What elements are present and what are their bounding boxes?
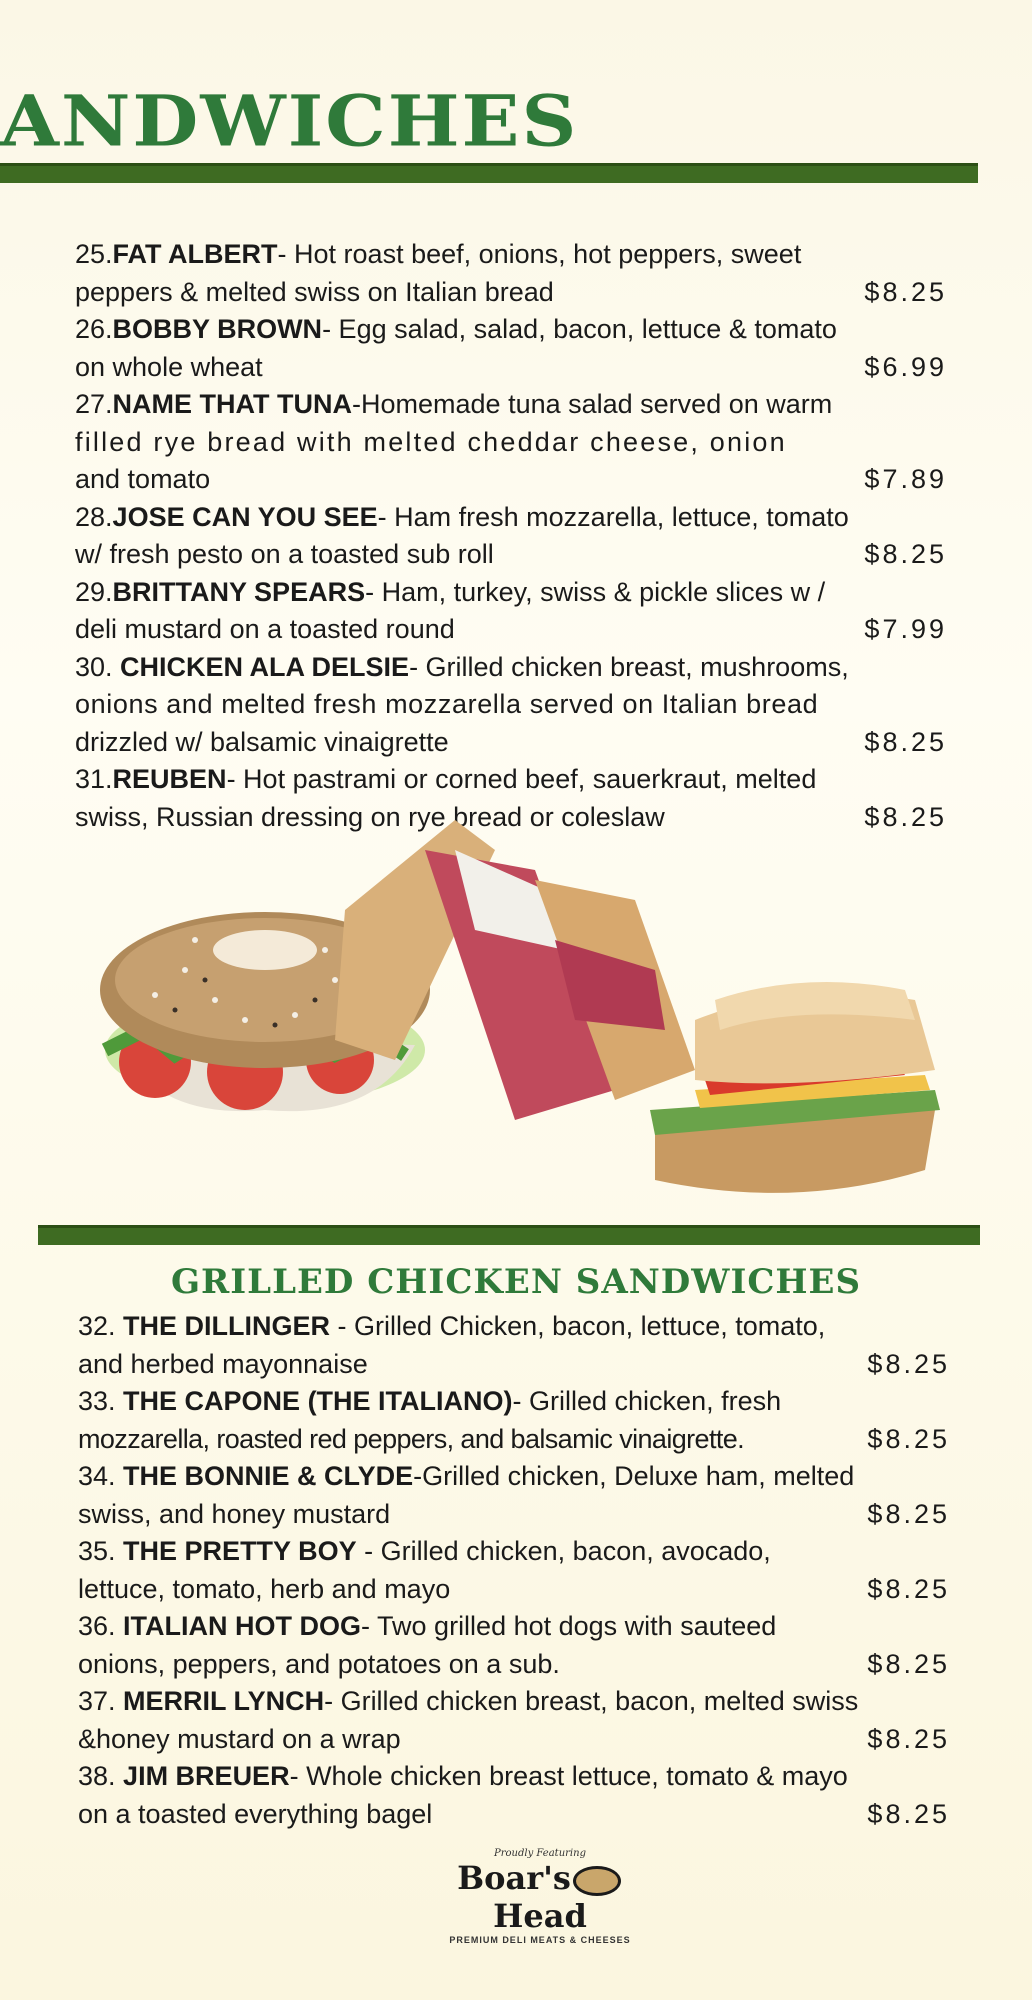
item-name: NAME THAT TUNA xyxy=(112,389,353,419)
item-price: $8.25 xyxy=(867,1573,950,1604)
logo-featuring: Proudly Featuring xyxy=(494,1848,586,1859)
menu-item-34 xyxy=(78,1458,950,1533)
item-price: $8.25 xyxy=(867,1723,950,1754)
divider-middle xyxy=(38,1225,980,1245)
item-description-cont: deli mustard on a toasted round xyxy=(75,614,455,644)
item-price: $8.25 xyxy=(864,726,947,757)
item-price: $8.25 xyxy=(864,539,947,569)
item-number: 38. xyxy=(78,1761,124,1791)
logo-brand xyxy=(420,1859,660,1935)
item-description: - Two grilled hot dogs with sauteed xyxy=(361,1611,777,1641)
item-description-cont: lettuce, tomato, herb and mayo xyxy=(78,1573,451,1604)
item-name: REUBEN xyxy=(112,764,227,794)
item-number: 29. xyxy=(75,576,113,607)
item-price: $8.25 xyxy=(867,1648,950,1679)
menu-item-29 xyxy=(75,574,947,649)
item-number: 32. xyxy=(78,1311,124,1341)
item-description: - Ham, turkey, swiss & pickle slices w / xyxy=(365,576,826,607)
menu-item-28 xyxy=(75,499,947,574)
item-number: 33. xyxy=(78,1386,124,1416)
item-description: - Whole chicken breast lettuce, tomato & mayo xyxy=(289,1761,848,1791)
item-description: - Egg salad, salad, bacon, lettuce & tomato xyxy=(322,314,837,344)
boars-head-logo xyxy=(420,1848,660,1945)
item-description-cont: and herbed mayonnaise xyxy=(78,1348,368,1379)
item-description-cont: on a toasted everything bagel xyxy=(78,1798,433,1829)
item-price: $8.25 xyxy=(864,276,947,307)
item-description: -Homemade tuna salad served on warm xyxy=(352,389,833,419)
item-number: 27. xyxy=(75,389,113,419)
item-description-cont: and tomato xyxy=(75,464,211,494)
item-description: - Ham fresh mozzarella, lettuce, tomato xyxy=(377,501,849,532)
item-name: FAT ALBERT xyxy=(112,239,278,269)
item-description: - Hot pastrami or corned beef, sauerkraut, melted xyxy=(226,764,817,794)
item-number: 36. xyxy=(78,1611,124,1641)
item-price: $8.25 xyxy=(867,1498,950,1529)
item-number: 31. xyxy=(75,764,113,794)
item-description-cont: peppers & melted swiss on Italian bread xyxy=(75,276,554,307)
item-name: THE BONNIE & CLYDE xyxy=(123,1461,414,1491)
item-name: BOBBY BROWN xyxy=(112,314,323,344)
item-description: - Grilled chicken breast, mushrooms, xyxy=(409,651,849,682)
item-description-cont: onions, peppers, and potatoes on a sub. xyxy=(78,1648,560,1679)
item-price: $8.25 xyxy=(867,1798,950,1829)
item-description: - Grilled chicken breast, bacon, melted swiss xyxy=(324,1686,859,1716)
item-price: $8.25 xyxy=(867,1423,950,1454)
logo-brand-right: Head xyxy=(493,1897,587,1935)
item-price: $6.99 xyxy=(864,351,947,382)
logo-tagline: PREMIUM DELI MEATS & CHEESES xyxy=(449,1935,631,1945)
menu-item-32 xyxy=(78,1308,950,1383)
item-name: THE PRETTY BOY xyxy=(123,1536,357,1566)
sandwich-photo xyxy=(95,790,955,1210)
logo-brand-left: Boar's xyxy=(457,1859,571,1897)
item-name: JOSE CAN YOU SEE xyxy=(112,501,378,532)
item-number: 25. xyxy=(75,239,113,269)
item-number: 37. xyxy=(78,1686,124,1716)
item-price: $8.25 xyxy=(864,801,947,832)
menu-item-25 xyxy=(75,236,947,311)
item-description: - Grilled chicken, fresh xyxy=(512,1386,782,1416)
item-description-cont: &honey mustard on a wrap xyxy=(78,1723,401,1754)
item-price: $7.89 xyxy=(864,464,947,494)
item-description-cont: swiss, and honey mustard xyxy=(78,1498,391,1529)
menu-item-26 xyxy=(75,311,947,386)
menu-item-37 xyxy=(78,1683,950,1758)
item-description: - Grilled chicken, bacon, avocado, xyxy=(356,1536,771,1566)
item-name: JIM BREUER xyxy=(123,1761,290,1791)
item-name: CHICKEN ALA DELSIE xyxy=(120,651,410,682)
item-description-cont: on whole wheat xyxy=(75,351,263,382)
item-description-cont: swiss, Russian dressing on rye bread or coleslaw xyxy=(75,801,665,832)
section-title-grilled-chicken: GRILLED CHICKEN SANDWICHES xyxy=(170,1262,861,1302)
item-number: 28. xyxy=(75,501,113,532)
item-number: 26. xyxy=(75,314,113,344)
item-description-mid: onions and melted fresh mozzarella served on Italian bread xyxy=(75,689,819,719)
item-number: 34. xyxy=(78,1461,124,1491)
item-price: $8.25 xyxy=(867,1348,950,1379)
grilled-chicken-list xyxy=(78,1308,950,1833)
item-number: 35. xyxy=(78,1536,124,1566)
menu-item-38 xyxy=(78,1758,950,1833)
item-description: -Grilled chicken, Deluxe ham, melted xyxy=(413,1461,855,1491)
menu-item-33 xyxy=(78,1383,950,1458)
item-description: - Grilled Chicken, bacon, lettuce, tomato, xyxy=(330,1311,826,1341)
sandwich-list xyxy=(75,236,947,836)
item-name: BRITTANY SPEARS xyxy=(112,576,366,607)
divider-top xyxy=(0,163,978,183)
menu-item-27 xyxy=(75,386,947,499)
item-description-mid: filled rye bread with melted cheddar cheese, onion xyxy=(75,426,787,457)
section-title-sandwiches: ANDWICHES xyxy=(0,80,579,162)
item-description-cont: mozzarella, roasted red peppers, and balsamic vinaigrette. xyxy=(78,1423,745,1454)
item-name: ITALIAN HOT DOG xyxy=(123,1611,362,1641)
item-name: THE CAPONE (THE ITALIANO) xyxy=(123,1386,513,1416)
item-name: THE DILLINGER xyxy=(123,1311,331,1341)
item-description: - Hot roast beef, onions, hot peppers, sweet xyxy=(277,239,802,269)
menu-item-30 xyxy=(75,649,947,762)
item-number: 30. xyxy=(75,651,121,682)
ciabatta-sandwich-image xyxy=(650,982,940,1193)
menu-item-36 xyxy=(78,1608,950,1683)
item-description-cont: drizzled w/ balsamic vinaigrette xyxy=(75,726,449,757)
item-price: $7.99 xyxy=(864,614,947,644)
item-name: MERRIL LYNCH xyxy=(123,1686,325,1716)
menu-item-35 xyxy=(78,1533,950,1608)
item-description-cont: w/ fresh pesto on a toasted sub roll xyxy=(75,539,494,569)
boar-head-icon xyxy=(573,1866,621,1896)
